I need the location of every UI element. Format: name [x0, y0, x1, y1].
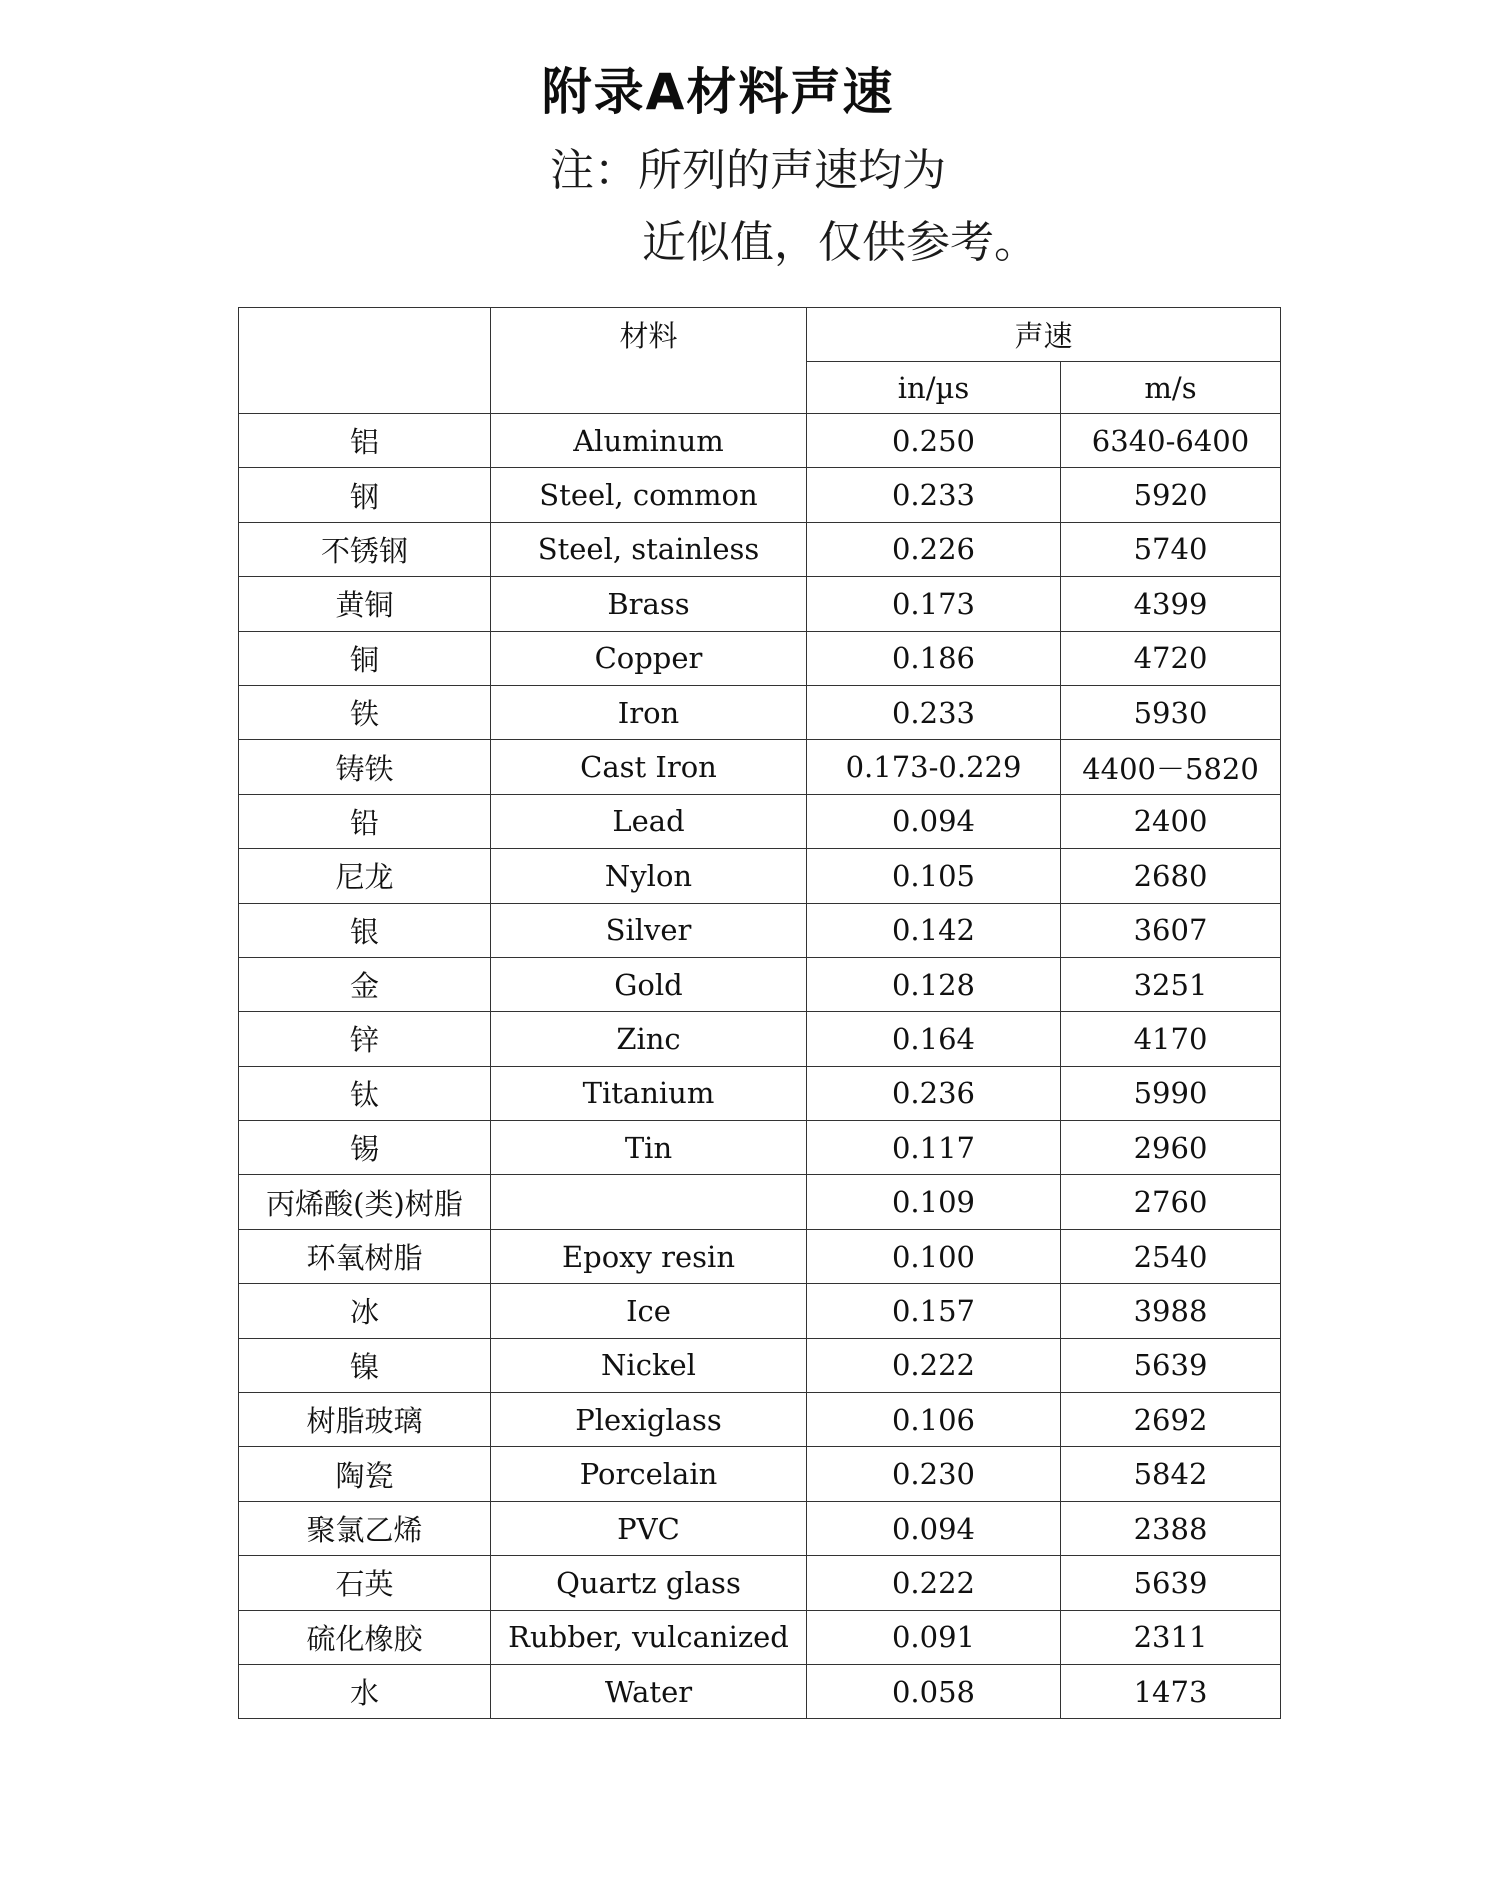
cell-speed-in-per-us: 0.094	[807, 1501, 1061, 1555]
table-row	[239, 1012, 1281, 1066]
page-title: 附录A材料声速	[541, 63, 895, 121]
cell-material-cn: 黄铜	[239, 577, 491, 631]
table-row	[239, 468, 1281, 522]
cell-material-cn: 聚氯乙烯	[239, 1501, 491, 1555]
cell-material-en: Steel, common	[491, 468, 807, 522]
table-row	[239, 1556, 1281, 1610]
cell-material-en: PVC	[491, 1501, 807, 1555]
cell-material-cn: 尼龙	[239, 849, 491, 903]
cell-speed-m-per-s: 1473	[1061, 1664, 1281, 1718]
cell-speed-in-per-us: 0.233	[807, 468, 1061, 522]
cell-material-cn: 铜	[239, 631, 491, 685]
cell-material-cn: 银	[239, 903, 491, 957]
cell-speed-in-per-us: 0.100	[807, 1229, 1061, 1283]
cell-material-en: Iron	[491, 685, 807, 739]
table-row	[239, 1121, 1281, 1175]
header-unit-in-per-us: in/µs	[807, 362, 1061, 414]
table-row	[239, 685, 1281, 739]
cell-speed-in-per-us: 0.164	[807, 1012, 1061, 1066]
sound-speed-table	[238, 307, 1281, 1719]
table-row	[239, 577, 1281, 631]
cell-material-en	[491, 1175, 807, 1229]
cell-material-cn: 环氧树脂	[239, 1229, 491, 1283]
cell-speed-m-per-s: 3988	[1061, 1284, 1281, 1338]
cell-speed-m-per-s: 2692	[1061, 1393, 1281, 1447]
cell-material-cn: 铝	[239, 414, 491, 468]
cell-material-cn: 铸铁	[239, 740, 491, 794]
cell-speed-in-per-us: 0.173-0.229	[807, 740, 1061, 794]
cell-material-en: Rubber, vulcanized	[491, 1610, 807, 1664]
cell-speed-m-per-s: 2311	[1061, 1610, 1281, 1664]
cell-speed-in-per-us: 0.236	[807, 1066, 1061, 1120]
cell-material-cn: 水	[239, 1664, 491, 1718]
cell-speed-in-per-us: 0.230	[807, 1447, 1061, 1501]
cell-material-en: Plexiglass	[491, 1393, 807, 1447]
cell-material-cn: 锡	[239, 1121, 491, 1175]
cell-speed-in-per-us: 0.128	[807, 957, 1061, 1011]
cell-material-en: Epoxy resin	[491, 1229, 807, 1283]
cell-material-en: Zinc	[491, 1012, 807, 1066]
header-blank-cell	[239, 308, 491, 414]
cell-material-en: Lead	[491, 794, 807, 848]
cell-speed-in-per-us: 0.142	[807, 903, 1061, 957]
cell-speed-m-per-s: 5842	[1061, 1447, 1281, 1501]
note-line-2: 近似值，仅供参考。	[642, 217, 1038, 268]
cell-speed-in-per-us: 0.157	[807, 1284, 1061, 1338]
cell-speed-m-per-s: 5920	[1061, 468, 1281, 522]
table-row	[239, 1664, 1281, 1718]
cell-speed-m-per-s: 5639	[1061, 1556, 1281, 1610]
cell-speed-m-per-s: 5930	[1061, 685, 1281, 739]
cell-material-cn: 丙烯酸(类)树脂	[239, 1175, 491, 1229]
cell-speed-in-per-us: 0.058	[807, 1664, 1061, 1718]
cell-speed-m-per-s: 4720	[1061, 631, 1281, 685]
cell-speed-m-per-s: 2388	[1061, 1501, 1281, 1555]
cell-material-en: Water	[491, 1664, 807, 1718]
table-row	[239, 1284, 1281, 1338]
cell-material-cn: 陶瓷	[239, 1447, 491, 1501]
cell-speed-m-per-s: 2680	[1061, 849, 1281, 903]
note-line-1: 注：所列的声速均为	[550, 145, 946, 196]
cell-speed-in-per-us: 0.222	[807, 1338, 1061, 1392]
header-unit-m-per-s: m/s	[1061, 362, 1281, 414]
table-header	[239, 308, 1281, 414]
table-body	[239, 414, 1281, 1719]
cell-material-en: Brass	[491, 577, 807, 631]
cell-speed-in-per-us: 0.173	[807, 577, 1061, 631]
cell-material-en: Nickel	[491, 1338, 807, 1392]
cell-material-cn: 铁	[239, 685, 491, 739]
cell-material-cn: 钢	[239, 468, 491, 522]
table-row	[239, 1501, 1281, 1555]
cell-material-cn: 硫化橡胶	[239, 1610, 491, 1664]
cell-speed-m-per-s: 3607	[1061, 903, 1281, 957]
cell-speed-in-per-us: 0.250	[807, 414, 1061, 468]
cell-material-cn: 锌	[239, 1012, 491, 1066]
cell-speed-m-per-s: 2760	[1061, 1175, 1281, 1229]
cell-material-en: Tin	[491, 1121, 807, 1175]
cell-material-en: Porcelain	[491, 1447, 807, 1501]
cell-material-cn: 钛	[239, 1066, 491, 1120]
cell-speed-m-per-s: 5639	[1061, 1338, 1281, 1392]
cell-material-en: Cast Iron	[491, 740, 807, 794]
cell-speed-m-per-s: 3251	[1061, 957, 1281, 1011]
cell-material-cn: 不锈钢	[239, 522, 491, 576]
cell-speed-in-per-us: 0.222	[807, 1556, 1061, 1610]
table-row	[239, 631, 1281, 685]
cell-speed-in-per-us: 0.094	[807, 794, 1061, 848]
cell-material-cn: 石英	[239, 1556, 491, 1610]
header-material: 材料	[491, 308, 807, 414]
cell-material-cn: 金	[239, 957, 491, 1011]
table-row	[239, 1338, 1281, 1392]
cell-speed-m-per-s: 2960	[1061, 1121, 1281, 1175]
cell-speed-in-per-us: 0.105	[807, 849, 1061, 903]
cell-material-en: Quartz glass	[491, 1556, 807, 1610]
cell-speed-m-per-s: 5740	[1061, 522, 1281, 576]
cell-speed-m-per-s: 4170	[1061, 1012, 1281, 1066]
table-row	[239, 957, 1281, 1011]
cell-material-en: Ice	[491, 1284, 807, 1338]
cell-speed-in-per-us: 0.117	[807, 1121, 1061, 1175]
cell-speed-m-per-s: 2540	[1061, 1229, 1281, 1283]
table-row	[239, 740, 1281, 794]
cell-speed-in-per-us: 0.226	[807, 522, 1061, 576]
header-sound-speed: 声速	[807, 308, 1281, 362]
cell-material-cn: 铅	[239, 794, 491, 848]
table-row	[239, 1447, 1281, 1501]
table-row	[239, 1610, 1281, 1664]
table-row	[239, 1066, 1281, 1120]
cell-speed-in-per-us: 0.091	[807, 1610, 1061, 1664]
cell-material-cn: 镍	[239, 1338, 491, 1392]
table-row	[239, 522, 1281, 576]
cell-material-cn: 树脂玻璃	[239, 1393, 491, 1447]
cell-speed-m-per-s: 5990	[1061, 1066, 1281, 1120]
cell-material-en: Nylon	[491, 849, 807, 903]
cell-material-en: Copper	[491, 631, 807, 685]
cell-material-en: Aluminum	[491, 414, 807, 468]
cell-speed-m-per-s: 4399	[1061, 577, 1281, 631]
cell-material-en: Gold	[491, 957, 807, 1011]
cell-speed-in-per-us: 0.186	[807, 631, 1061, 685]
table-row	[239, 1229, 1281, 1283]
table-row	[239, 903, 1281, 957]
cell-material-en: Steel, stainless	[491, 522, 807, 576]
cell-material-cn: 冰	[239, 1284, 491, 1338]
cell-speed-in-per-us: 0.106	[807, 1393, 1061, 1447]
cell-speed-m-per-s: 4400－5820	[1061, 740, 1281, 794]
cell-speed-in-per-us: 0.233	[807, 685, 1061, 739]
table-row	[239, 1393, 1281, 1447]
table-row	[239, 414, 1281, 468]
cell-material-en: Titanium	[491, 1066, 807, 1120]
cell-material-en: Silver	[491, 903, 807, 957]
cell-speed-m-per-s: 6340-6400	[1061, 414, 1281, 468]
table-row	[239, 794, 1281, 848]
table-row	[239, 849, 1281, 903]
table-row	[239, 1175, 1281, 1229]
cell-speed-m-per-s: 2400	[1061, 794, 1281, 848]
cell-speed-in-per-us: 0.109	[807, 1175, 1061, 1229]
